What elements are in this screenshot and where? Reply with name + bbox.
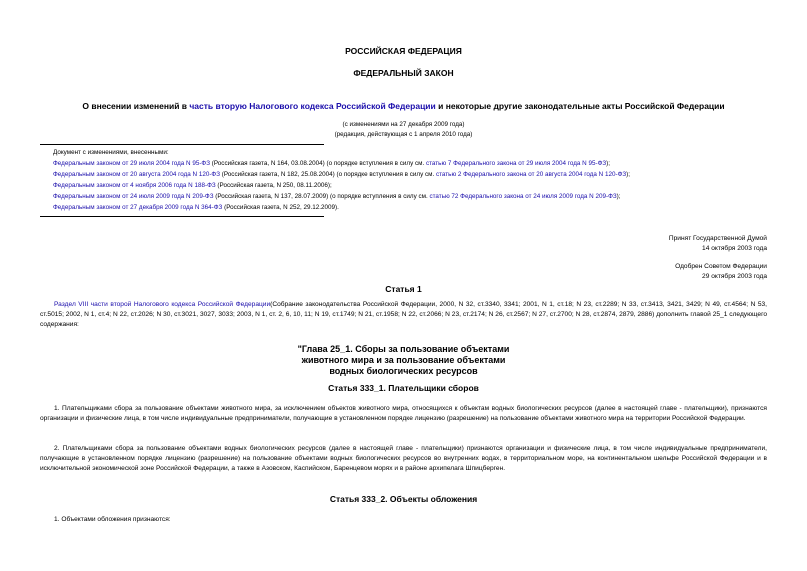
change-text: (Российская газета, N 137, 28.07.2009) (о порядке вступления в силу см.	[213, 193, 430, 200]
change-text: (Российская газета, N 250, 08.11.2006);	[215, 182, 332, 189]
change-item	[53, 192, 621, 201]
divider-bottom	[40, 216, 324, 217]
change-law-link[interactable]: Федеральным законом от 27 декабря 2009 года N 364-ФЗ	[53, 204, 223, 211]
article-333-1-p2: 2. Плательщиками сбора за пользование объектами водных биологических ресурсов (далее в настоящей главе - плательщики) признаются организации и физические лица, в том числе индивидуальные предприниматели, получающие в установленном порядке лицензию (разрешение) на пользование объектами водных биологических ресурсов во внутренних водах, в территориальном море, на континентальном шельфе Российской Федерации и в исключительной экономической зоне Российской Федерации, а также в Азовском, Каспийском, Баренцевом морях и в районе архипелага Шпицберген.	[40, 445, 767, 472]
article-333-1-heading: Статья 333_1. Плательщики сборов	[328, 383, 479, 393]
article-333-1-p1: 1. Плательщиками сбора за пользование объектами животного мира, за исключением объектов животного мира, относящихся к объектам водных биологических ресурсов (далее в настоящей главе - плательщики), признаются организации и физические лица, в том числе индивидуальные предприниматели, получающие в установленном порядке лицензию (разрешение) на пользование объектами животного мира на территории Российской Федерации.	[40, 405, 767, 422]
change-law-link[interactable]: Федеральным законом от 24 июля 2009 года N 209-ФЗ	[53, 193, 214, 200]
article-1-paragraph	[40, 300, 767, 330]
change-item	[53, 170, 630, 179]
change-law-link[interactable]: Федеральным законом от 4 ноября 2006 года N 188-ФЗ	[53, 182, 216, 189]
changes-intro: Документ с изменениями, внесенными:	[53, 149, 169, 156]
article-1-text: (Собрание законодательства Российской Федерации, 2000, N 32, ст.3340, 3341; 2001, N 1, ст.18; N 23, ст.2289; N 33, ст.3413, 3421, 3429; N 49, ст.4564; N 53, ст.5015; 2002, N 1, ст.4; N 22, ст.2026; N 30, ст.3021, 3027, 3033; 2003, N 1, ст. 2, 6, 10, 11; N 19, ст.1749; N 21, ст.1958; N 22, ст.2066; N 23, ст.2174; N 26, ст.2567; N 27, ст.2700; N 28, ст.2874, 2879, 2886) дополнить главой 25_1 следующего содержания:	[40, 301, 768, 328]
amendment-note: (с изменениями на 27 декабря 2009 года)	[342, 121, 465, 128]
chapter-title-line: животного мира и за пользование объектами	[301, 355, 506, 365]
law-title-pre: О внесении изменений в	[82, 101, 190, 111]
article-333-2-heading: Статья 333_2. Объекты обложения	[329, 494, 478, 504]
divider-top	[40, 144, 324, 145]
chapter-title	[0, 344, 807, 377]
change-article-link[interactable]: статью 2 Федерального закона от 20 августа 2004 года N 120-ФЗ	[435, 171, 627, 178]
tax-code-link[interactable]: часть вторую Налогового кодекса Российской Федерации	[189, 101, 436, 111]
duma-date: 14 октября 2003 года	[702, 245, 767, 252]
law-type-heading: ФЕДЕРАЛЬНЫЙ ЗАКОН	[353, 68, 454, 78]
change-text: (Российская газета, N 164, 03.08.2004) (о порядке вступления в силу см.	[210, 160, 426, 167]
change-tail: );	[606, 160, 611, 167]
change-item	[53, 203, 339, 212]
edition-note: (редакция, действующая с 1 апреля 2010 года)	[334, 131, 473, 138]
chapter-title-line: водных биологических ресурсов	[329, 366, 478, 376]
change-item	[53, 159, 610, 168]
change-tail: );	[616, 193, 621, 200]
country-heading: РОССИЙСКАЯ ФЕДЕРАЦИЯ	[345, 46, 462, 56]
duma-adoption: Принят Государственной Думой	[668, 235, 767, 242]
council-approval: Одобрен Советом Федерации	[675, 263, 767, 270]
change-text: (Российская газета, N 182, 25.08.2004) (о порядке вступления в силу см.	[220, 171, 436, 178]
article-1-heading: Статья 1	[385, 284, 422, 294]
change-law-link[interactable]: Федеральным законом от 29 июля 2004 года N 95-ФЗ	[53, 160, 211, 167]
change-text: (Российская газета, N 252, 29.12.2009).	[222, 204, 339, 211]
law-title-post: и некоторые другие законодательные акты Российской Федерации	[435, 101, 725, 111]
change-item	[53, 181, 332, 190]
change-law-link[interactable]: Федеральным законом от 20 августа 2004 года N 120-ФЗ	[53, 171, 221, 178]
law-title	[0, 101, 807, 111]
change-article-link[interactable]: статью 72 Федерального закона от 24 июля 2009 года N 209-ФЗ	[429, 193, 617, 200]
section-viii-link[interactable]: Раздел VIII части второй Налогового кодекса Российской Федерации	[54, 301, 271, 308]
article-333-2-p1: 1. Объектами обложения признаются:	[54, 516, 171, 523]
chapter-title-line: "Глава 25_1. Сборы за пользование объектами	[297, 344, 510, 354]
change-article-link[interactable]: статью 7 Федерального закона от 29 июля 2004 года N 95-ФЗ	[425, 160, 607, 167]
council-date: 29 октября 2003 года	[702, 273, 767, 280]
change-tail: );	[626, 171, 631, 178]
